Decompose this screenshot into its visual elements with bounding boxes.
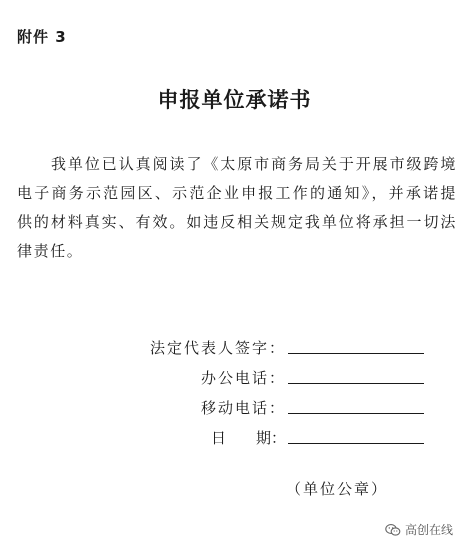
signature-label: 办公电话： bbox=[200, 369, 286, 387]
signature-block bbox=[150, 328, 440, 448]
watermark-text: 高创在线 bbox=[404, 523, 453, 537]
signature-line bbox=[288, 335, 424, 354]
attachment-label: 附件 3 bbox=[17, 28, 67, 46]
wechat-icon bbox=[385, 523, 401, 537]
signature-label: 日 期： bbox=[210, 429, 286, 447]
signature-label: 法定代表人签字： bbox=[150, 339, 287, 357]
signature-row-representative bbox=[150, 328, 440, 358]
document-title: 申报单位承诺书 bbox=[157, 87, 312, 112]
signature-row-date bbox=[150, 418, 440, 448]
signature-label: 移动电话： bbox=[200, 399, 286, 417]
signature-line bbox=[288, 365, 424, 384]
commitment-paragraph: 我单位已认真阅读了《太原市商务局关于开展市级跨境电子商务示范园区、示范企业申报工作的通知》，并承诺提供的材料真实、有效。如违反相关规定我单位将承担一切法律责任。 bbox=[17, 155, 457, 260]
signature-row-office-phone bbox=[150, 358, 440, 388]
signature-line bbox=[288, 425, 424, 444]
seal-placeholder: （单位公章） bbox=[286, 480, 389, 498]
signature-line bbox=[288, 395, 424, 414]
signature-row-mobile-phone bbox=[150, 388, 440, 418]
watermark bbox=[385, 521, 453, 538]
